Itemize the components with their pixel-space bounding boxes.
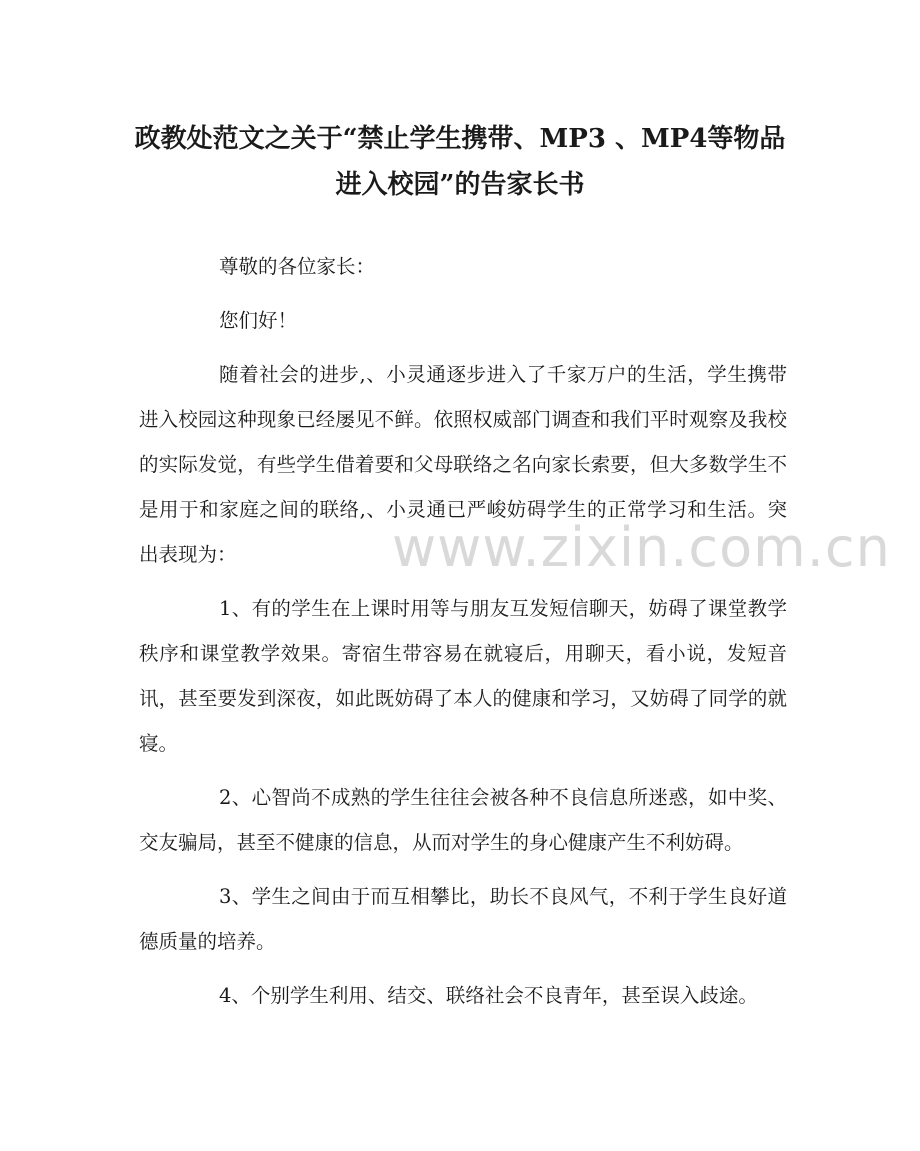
paragraph-point-2: 2、心智尚不成熟的学生往往会被各种不良信息所迷惑，如中奖、交友骗局，甚至不健康的信息，从而对学生的身心健康产生不利妨碍。	[139, 786, 787, 854]
paragraph-point-4: 4、个别学生利用、结交、联络社会不良青年，甚至误入歧途。	[219, 984, 758, 1007]
document-title	[120, 116, 800, 208]
paragraph-point-3: 3、学生之间由于而互相攀比，助长不良风气，不利于学生良好道德质量的培养。	[139, 885, 787, 953]
title-line-1: 政教处范文之关于“禁止学生携带、MP3 、MP4等物品	[134, 124, 786, 154]
title-line-2: 进入校园”的告家长书	[335, 170, 585, 200]
paragraph-point-1: 1、有的学生在上课时用等与朋友互发短信聊天，妨碍了课堂教学秩序和课堂教学效果。寄宿生带容易在就寝后，用聊天，看小说，发短音讯，甚至要发到深夜，如此既妨碍了本人的健康和学习，又妨碍了同学的就寝。	[139, 597, 787, 755]
watermark: www.zixin.com.cn	[392, 516, 891, 579]
greeting: 您们好！	[219, 309, 298, 332]
paragraph-intro: 随着社会的进步,、小灵通逐步进入了千家万户的生活，学生携带进入校园这种现象已经屡见不鲜。依照权威部门调查和我们平时观察及我校的实际发觉，有些学生借着要和父母联络之名向家长索要，但大多数学生不是用于和家庭之间的联络,、小灵通已严峻妨碍学生的正常学习和生活。突出表现为：	[139, 363, 787, 566]
salutation: 尊敬的各位家长：	[219, 255, 376, 278]
document-body	[139, 244, 787, 1018]
